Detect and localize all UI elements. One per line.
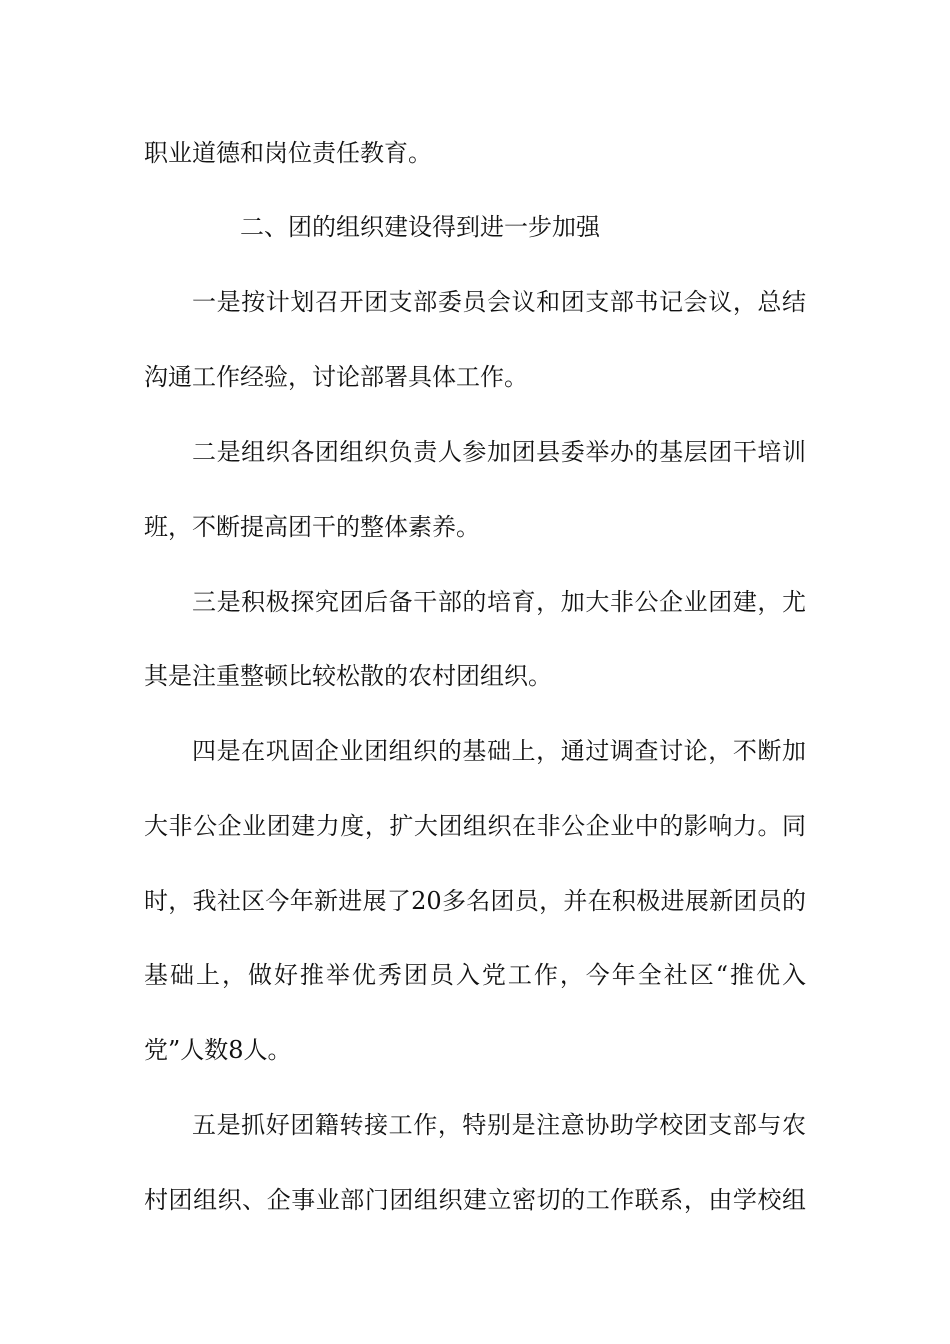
text-line: 四是在巩固企业团组织的基础上，通过调查讨论，不断加 — [192, 737, 806, 765]
text-line: 二是组织各团组织负责人参加团县委举办的基层团干培训 — [192, 438, 806, 466]
text-line: 职业道德和岗位责任教育。 — [144, 139, 432, 167]
text-line: 班，不断提高团干的整体素养。 — [144, 513, 480, 541]
section-heading: 二、团的组织建设得到进一步加强 — [240, 213, 600, 241]
text-line: 五是抓好团籍转接工作，特别是注意协助学校团支部与农 — [192, 1111, 806, 1139]
text-line: 三是积极探究团后备干部的培育，加大非公企业团建，尤 — [192, 588, 806, 616]
text-line: 时，我社区今年新进展了20多名团员，并在积极进展新团员的 — [144, 887, 806, 915]
text-line: 基础上，做好推举优秀团员入党工作，今年全社区“推优入 — [144, 961, 806, 989]
text-line: 党”人数8人。 — [144, 1036, 292, 1064]
text-line: 一是按计划召开团支部委员会议和团支部书记会议，总结 — [192, 288, 806, 316]
text-line: 其是注重整顿比较松散的农村团组织。 — [144, 662, 552, 690]
text-line: 村团组织、企事业部门团组织建立密切的工作联系，由学校组 — [144, 1186, 806, 1214]
text-line: 大非公企业团建力度，扩大团组织在非公企业中的影响力。同 — [144, 812, 806, 840]
text-line: 沟通工作经验，讨论部署具体工作。 — [144, 363, 528, 391]
